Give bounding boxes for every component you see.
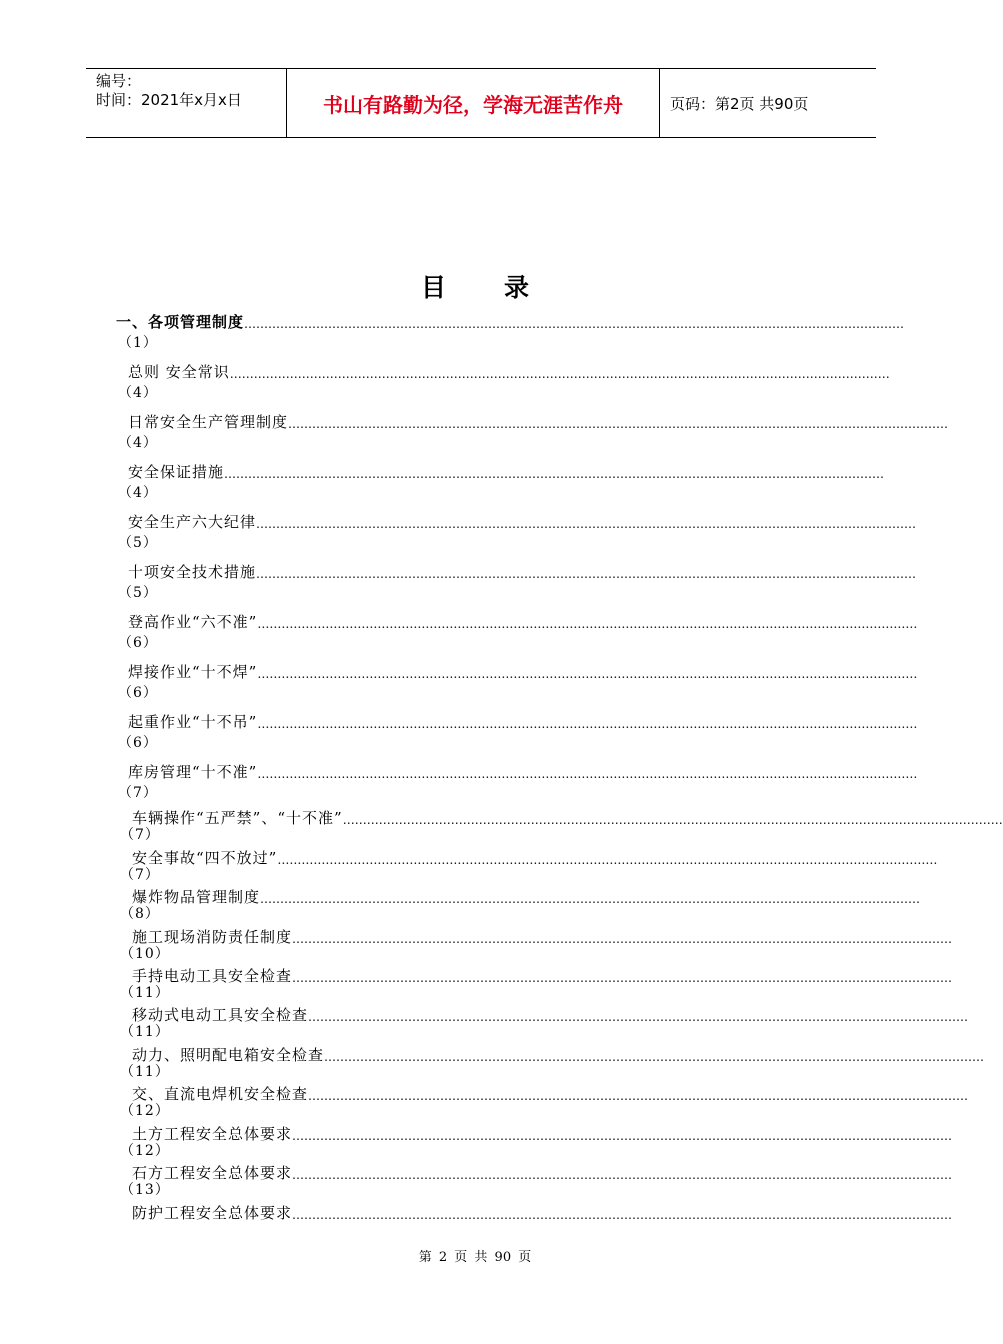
toc-entry-label: 安全生产六大纪律: [128, 513, 257, 531]
toc-entry-label: 日常安全生产管理制度: [128, 413, 289, 431]
toc-entry[interactable]: [132, 846, 938, 868]
toc-entry-page: （6）: [118, 635, 158, 651]
toc-leader-dots: …………………………………………………………………………………………………………………………………………………: [224, 467, 885, 481]
toc-leader-dots: …………………………………………………………………………………………………………………………………………………: [292, 932, 953, 946]
header-meta: [86, 69, 287, 137]
toc-entry-page: （12）: [120, 1143, 170, 1159]
toc-entry-label: 起重作业“十不吊”: [128, 713, 258, 731]
toc-title: 目录: [420, 273, 587, 302]
toc-entry[interactable]: [132, 1122, 953, 1144]
toc-entry[interactable]: [132, 806, 1003, 828]
toc-entry-page: （10）: [120, 946, 170, 962]
toc-entry-page: （4）: [118, 385, 158, 401]
toc-leader-dots: …………………………………………………………………………………………………………………………………………………: [229, 367, 890, 381]
toc-entry-label: 土方工程安全总体要求: [132, 1125, 293, 1143]
toc-entry-page: （11）: [120, 1064, 170, 1080]
toc-entry[interactable]: [132, 1003, 969, 1025]
toc-entry-label: 登高作业“六不准”: [128, 613, 258, 631]
toc-entry-label: 手持电动工具安全检查: [132, 967, 293, 985]
toc-entry-label: 车辆操作“五严禁”、“十不准”: [132, 809, 343, 827]
toc-leader-dots: …………………………………………………………………………………………………………………………………………………: [257, 717, 918, 731]
toc-entry-page: （5）: [118, 585, 158, 601]
toc-entry-label: 总则 安全常识: [128, 363, 230, 381]
toc-entry-page: （7）: [120, 867, 160, 883]
toc-entry-page: （1）: [118, 335, 158, 351]
toc-leader-dots: …………………………………………………………………………………………………………………………………………………: [244, 317, 905, 331]
toc-leader-dots: …………………………………………………………………………………………………………………………………………………: [292, 1208, 953, 1222]
toc-entry-label: 安全事故“四不放过”: [132, 849, 278, 867]
toc-entry[interactable]: [128, 510, 917, 532]
toc-entry[interactable]: [132, 885, 921, 907]
toc-entry-label: 施工现场消防责任制度: [132, 928, 293, 946]
toc-entry[interactable]: [128, 410, 949, 432]
toc-entry[interactable]: [132, 1043, 985, 1065]
toc-entry[interactable]: [132, 925, 953, 947]
toc-entry[interactable]: [132, 1201, 953, 1223]
toc-entry[interactable]: [128, 760, 918, 782]
page-footer: 第 2 页 共 90 页: [418, 1250, 532, 1265]
toc-entry-page: （12）: [120, 1103, 170, 1119]
page-header: [86, 68, 876, 138]
toc-entry-label: 焊接作业“十不焊”: [128, 663, 258, 681]
toc-leader-dots: …………………………………………………………………………………………………………………………………………………: [256, 517, 917, 531]
toc-entry-page: （11）: [120, 1024, 170, 1040]
toc-entry-label: 十项安全技术措施: [128, 563, 257, 581]
toc-entry-label: 移动式电动工具安全检查: [132, 1006, 309, 1024]
toc-entry-page: （4）: [118, 485, 158, 501]
toc-entry-label: 石方工程安全总体要求: [132, 1164, 293, 1182]
toc-entry-page: （6）: [118, 685, 158, 701]
toc-leader-dots: …………………………………………………………………………………………………………………………………………………: [257, 617, 918, 631]
toc-leader-dots: …………………………………………………………………………………………………………………………………………………: [257, 767, 918, 781]
toc-entry-label: 防护工程安全总体要求: [132, 1204, 293, 1222]
toc-leader-dots: …………………………………………………………………………………………………………………………………………………: [277, 853, 938, 867]
toc-entry-page: （8）: [120, 906, 160, 922]
toc-entry-label: 库房管理“十不准”: [128, 763, 258, 781]
toc-entry-page: （5）: [118, 535, 158, 551]
toc-entry[interactable]: [128, 460, 885, 482]
toc-leader-dots: …………………………………………………………………………………………………………………………………………………: [324, 1050, 985, 1064]
toc-leader-dots: …………………………………………………………………………………………………………………………………………………: [260, 892, 921, 906]
toc-entry-label: 动力、照明配电箱安全检查: [132, 1046, 325, 1064]
toc-entry-page: （6）: [118, 735, 158, 751]
toc-leader-dots: …………………………………………………………………………………………………………………………………………………: [308, 1010, 969, 1024]
toc-entry[interactable]: [132, 964, 953, 986]
toc-entry[interactable]: [128, 610, 918, 632]
toc-entry-page: （7）: [118, 785, 158, 801]
header-page-number: 页码：第2页 共90页: [670, 94, 809, 113]
toc-leader-dots: …………………………………………………………………………………………………………………………………………………: [292, 1168, 953, 1182]
toc-leader-dots: …………………………………………………………………………………………………………………………………………………: [342, 813, 1003, 827]
toc-entry-label: 一、各项管理制度: [116, 313, 245, 331]
header-time: 时间：2021年x月x日: [96, 91, 242, 109]
toc-entry-page: （11）: [120, 985, 170, 1001]
toc-entry[interactable]: [132, 1082, 969, 1104]
toc-entry-page: （13）: [120, 1182, 170, 1198]
toc-leader-dots: …………………………………………………………………………………………………………………………………………………: [308, 1089, 969, 1103]
toc-entry[interactable]: [116, 310, 905, 332]
toc-leader-dots: …………………………………………………………………………………………………………………………………………………: [292, 971, 953, 985]
header-number: 编号：: [96, 72, 142, 90]
toc-leader-dots: …………………………………………………………………………………………………………………………………………………: [292, 1129, 953, 1143]
toc-entry-page: （7）: [120, 827, 160, 843]
toc-entry-label: 安全保证措施: [128, 463, 225, 481]
toc-entry[interactable]: [128, 560, 917, 582]
toc-entry[interactable]: [132, 1161, 953, 1183]
toc-entry-page: （4）: [118, 435, 158, 451]
toc-entry[interactable]: [128, 710, 918, 732]
toc-entry[interactable]: [128, 660, 918, 682]
toc-leader-dots: …………………………………………………………………………………………………………………………………………………: [256, 567, 917, 581]
header-motto: 书山有路勤为径，学海无涯苦作舟: [287, 69, 660, 137]
toc-entry-label: 爆炸物品管理制度: [132, 888, 261, 906]
toc-leader-dots: …………………………………………………………………………………………………………………………………………………: [288, 417, 949, 431]
toc-leader-dots: …………………………………………………………………………………………………………………………………………………: [257, 667, 918, 681]
toc-entry[interactable]: [128, 360, 890, 382]
toc-entry-label: 交、直流电焊机安全检查: [132, 1085, 309, 1103]
